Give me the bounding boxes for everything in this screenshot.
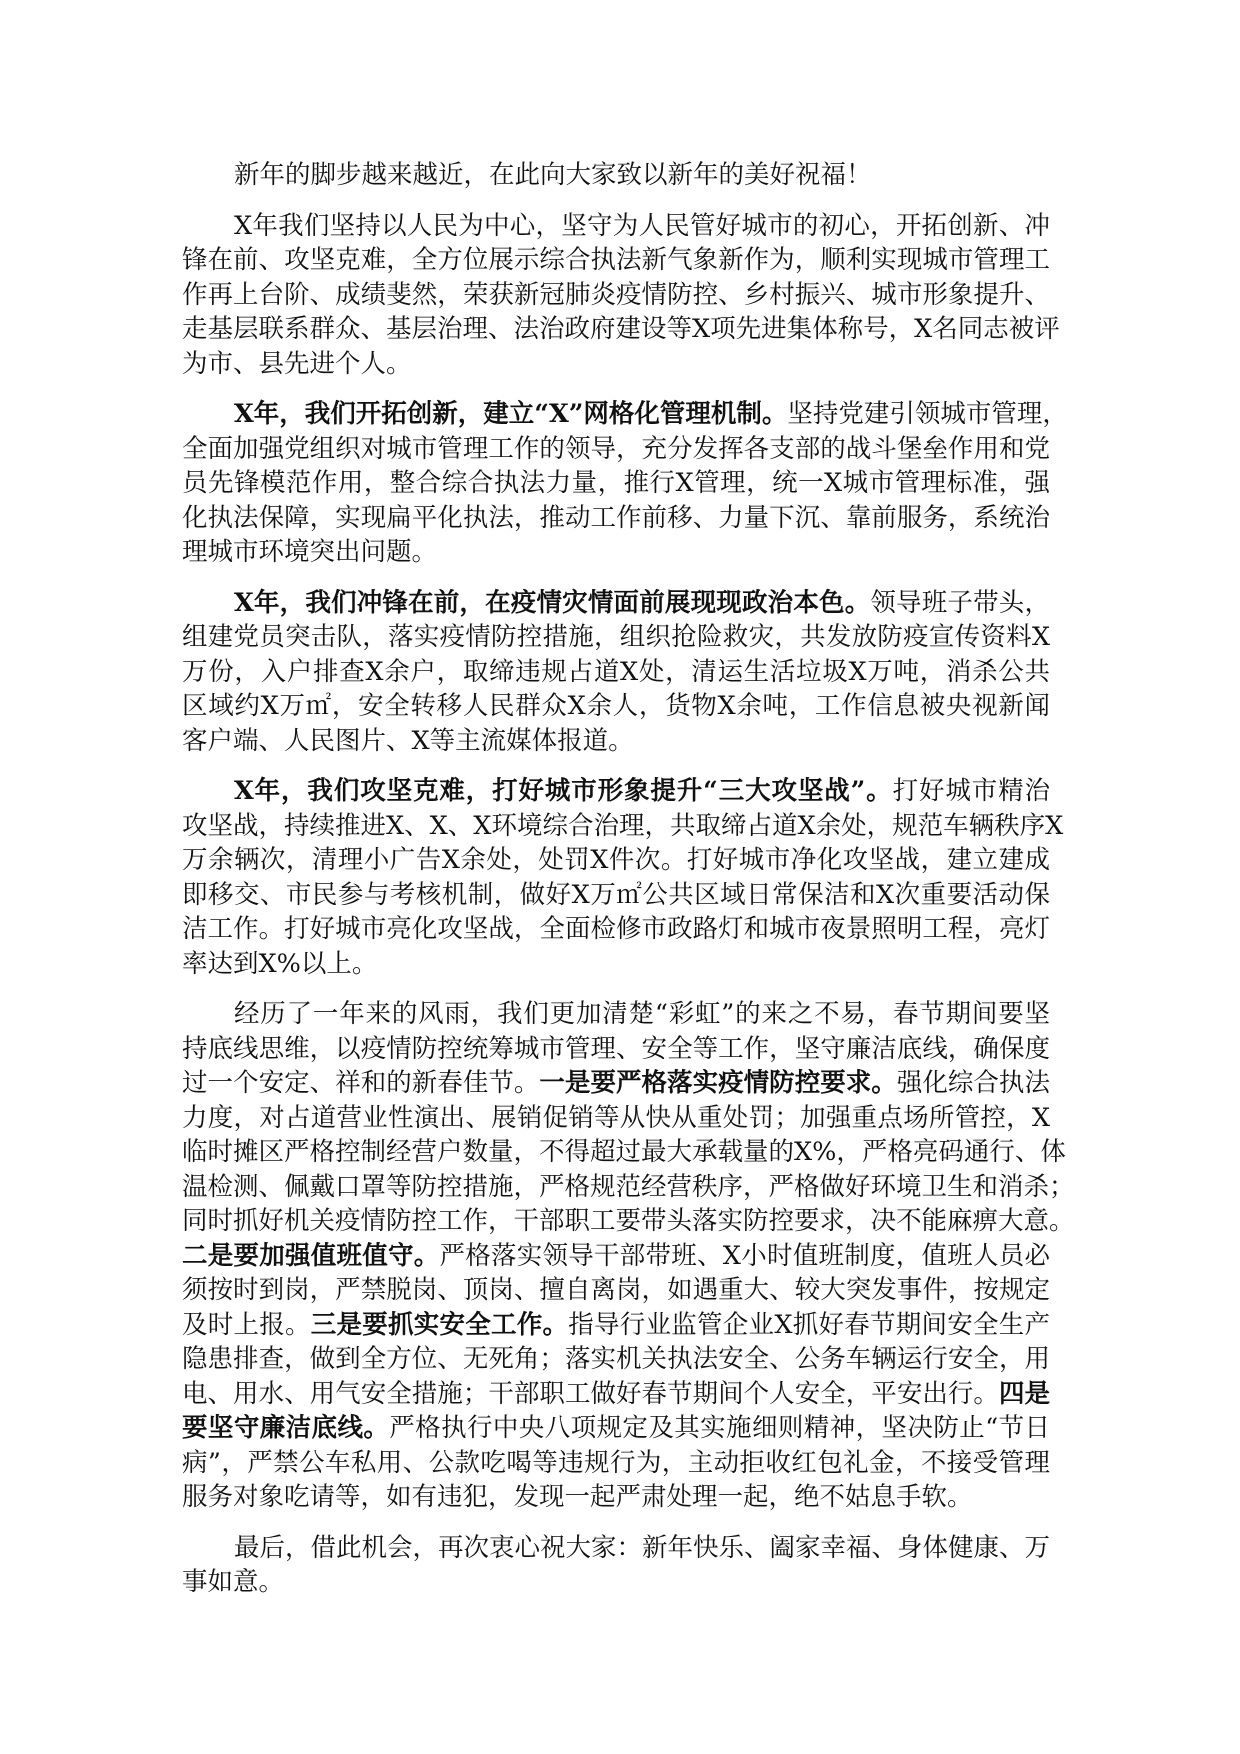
text-line [182, 620, 1050, 655]
paragraph [182, 158, 1050, 193]
text-line [182, 1308, 1050, 1343]
paragraph [182, 1531, 1050, 1600]
bold-heading-text: 四是 [998, 1378, 1050, 1409]
body-text: 全面加强党组织对城市管理工作的领导，充分发挥各支部的战斗堡垒作用和党 [182, 433, 1050, 464]
bold-heading-text: X年，我们冲锋在前，在疫情灾情面前展现现政治本色。 [234, 587, 871, 618]
paragraph [182, 774, 1064, 981]
body-text: 率达到X%以上。 [182, 948, 378, 979]
text-line [182, 243, 1050, 278]
body-text: 力度，对占道营业性演出、展销促销等从快从重处罚；加强重点场所管控，X [182, 1102, 1050, 1133]
body-text: 严格执行中央八项规定及其实施细则精神，坚决防止“节日 [389, 1413, 1050, 1443]
bold-heading-text: 三是要抓实安全工作。 [310, 1309, 569, 1340]
text-line [182, 586, 1050, 621]
text-line [182, 1066, 1050, 1101]
body-text: 经历了一年来的风雨，我们更加清楚“彩虹”的来之不易，春节期间要坚 [234, 999, 1050, 1029]
body-text: 坚持党建引领城市管理， [787, 399, 1068, 429]
body-text: 洁工作。打好城市亮化攻坚战，全面检修市政路灯和城市夜景照明工程，亮灯 [182, 914, 1050, 944]
text-line [182, 1342, 1050, 1377]
body-text: 新年的脚步越来越近，在此向大家致以新年的美好祝福！ [234, 160, 872, 190]
body-text: 为市、县先进个人。 [182, 348, 412, 379]
text-line [182, 1239, 1050, 1274]
body-text: 严格落实领导干部带班、X小时值班制度，值班人员必 [439, 1240, 1050, 1271]
text-line [182, 1531, 1050, 1566]
text-line [182, 689, 1050, 724]
text-line [182, 1135, 1066, 1170]
body-text: 电、用水、用气安全措施；干部职工做好春节期间个人安全，平安出行。 [182, 1378, 999, 1409]
text-line [182, 1377, 1050, 1412]
text-line [182, 1273, 1050, 1308]
bold-heading-text: 一是要严格落实疫情防控要求。 [539, 1068, 897, 1098]
text-line [182, 1565, 1050, 1600]
text-line [182, 158, 1050, 193]
bold-heading-text: X年，我们开拓创新，建立“X”网格化管理机制。 [234, 399, 788, 429]
body-text: 区域约X万㎡，安全转移人民群众X余人，货物X余吨，工作信息被央视新闻 [182, 691, 1050, 721]
body-text: 作再上台阶、成绩斐然，荣获新冠肺炎疫情防控、乡村振兴、城市形象提升、 [182, 279, 1050, 310]
body-text: 临时摊区严格控制经营户数量，不得超过最大承载量的X%，严格亮码通行、体 [182, 1137, 1066, 1167]
body-text: 持底线思维，以疫情防控统筹城市管理、安全等工作，坚守廉洁底线，确保度 [182, 1033, 1050, 1064]
body-text: 同时抓好机关疫情防控工作，干部职工要带头落实防控要求，决不能麻痹大意。 [182, 1206, 1075, 1236]
body-text: 服务对象吃请等，如有违犯，发现一起严肃处理一起，绝不姑息手软。 [182, 1482, 973, 1512]
bold-heading-text: 二是要加强值班值守。 [182, 1240, 440, 1271]
body-text: 锋在前、攻坚克难，全方位展示综合执法新气象新作为，顺利实现城市管理工 [182, 245, 1050, 275]
text-line [182, 1170, 1075, 1205]
text-line [182, 1411, 1050, 1446]
body-text: 理城市环境突出问题。 [182, 537, 438, 567]
body-text: 温检测、佩戴口罩等防控措施，严格规范经营秩序，严格做好环境卫生和消杀； [182, 1171, 1075, 1202]
body-text: 走基层联系群众、基层治理、法治政府建设等X项先进集体称号，X名同志被评 [182, 314, 1060, 344]
bold-heading-text: 要坚守廉洁底线。 [182, 1413, 390, 1443]
body-text: X年我们坚持以人民为中心，坚守为人民管好城市的初心，开拓创新、冲 [234, 210, 1050, 241]
body-text: 事如意。 [182, 1567, 285, 1597]
body-text: 万份，入户排查X余户，取缔违规占道X处，清运生活垃圾X万吨，消杀公共 [182, 656, 1050, 687]
paragraph [182, 997, 1075, 1515]
text-line [182, 1101, 1050, 1136]
body-text: 打好城市精治 [892, 776, 1050, 806]
text-line [182, 843, 1050, 878]
text-line [182, 466, 1050, 501]
paragraph [182, 209, 1060, 382]
text-line [182, 724, 1050, 759]
body-text: 化执法保障，实现扁平化执法，推动工作前移、力量下沉、靠前服务，系统治 [182, 502, 1050, 533]
body-text: 及时上报。 [182, 1309, 311, 1340]
text-line [182, 655, 1050, 690]
body-text: 员先锋模范作用，整合综合执法力量，推行X管理，统一X城市管理标准，强 [182, 468, 1050, 498]
text-line [182, 997, 1050, 1032]
body-text: 隐患排查，做到全方位、无死角；落实机关执法安全、公务车辆运行安全，用 [182, 1344, 1050, 1374]
body-text: 攻坚战，持续推进X、X、X环境综合治理，共取缔占道X余处，规范车辆秩序X [182, 810, 1064, 841]
text-line [182, 397, 1068, 432]
body-text: 病”，严禁公车私用、公款吃喝等违规行为，主动拒收红包礼金，不接受管理 [182, 1447, 1050, 1478]
text-line [182, 1480, 1050, 1515]
body-text: 客户端、人民图片、X等主流媒体报道。 [182, 725, 634, 756]
text-line [182, 1204, 1075, 1239]
body-text: 领导班子带头， [870, 587, 1050, 618]
body-text: 即移交、市民参与考核机制，做好X万㎡公共区域日常保洁和X次重要活动保 [182, 879, 1050, 910]
text-line [182, 501, 1050, 536]
text-line [182, 535, 1050, 570]
bold-heading-text: X年，我们攻坚克难，打好城市形象提升“三大攻坚战”。 [234, 776, 893, 806]
paragraph [182, 586, 1050, 759]
text-line [182, 912, 1050, 947]
body-text: 指导行业监管企业X抓好春节期间安全生产 [568, 1309, 1050, 1340]
text-line [182, 1446, 1050, 1481]
text-line [182, 278, 1050, 313]
body-text: 强化综合执法 [896, 1068, 1050, 1098]
text-line [182, 432, 1050, 467]
paragraph [182, 397, 1068, 570]
text-line [182, 878, 1050, 913]
body-text: 须按时到岗，严禁脱岗、顶岗、擅自离岗，如遇重大、较大突发事件，按规定 [182, 1275, 1050, 1305]
text-line [182, 209, 1050, 244]
text-line [182, 809, 1064, 844]
text-line [182, 347, 1050, 382]
text-line [182, 774, 1050, 809]
body-text: 过一个安定、祥和的新春佳节。 [182, 1068, 540, 1098]
body-text: 万余辆次，清理小广告X余处，处罚X件次。打好城市净化攻坚战，建立建成 [182, 845, 1050, 875]
document-body [182, 158, 1075, 1616]
text-line [182, 1032, 1050, 1067]
body-text: 最后，借此机会，再次衷心祝大家：新年快乐、阖家幸福、身体健康、万 [234, 1532, 1051, 1563]
text-line [182, 947, 1050, 982]
text-line [182, 312, 1060, 347]
body-text: 组建党员突击队，落实疫情防控措施，组织抢险救灾，共发放防疫宣传资料X [182, 622, 1050, 652]
